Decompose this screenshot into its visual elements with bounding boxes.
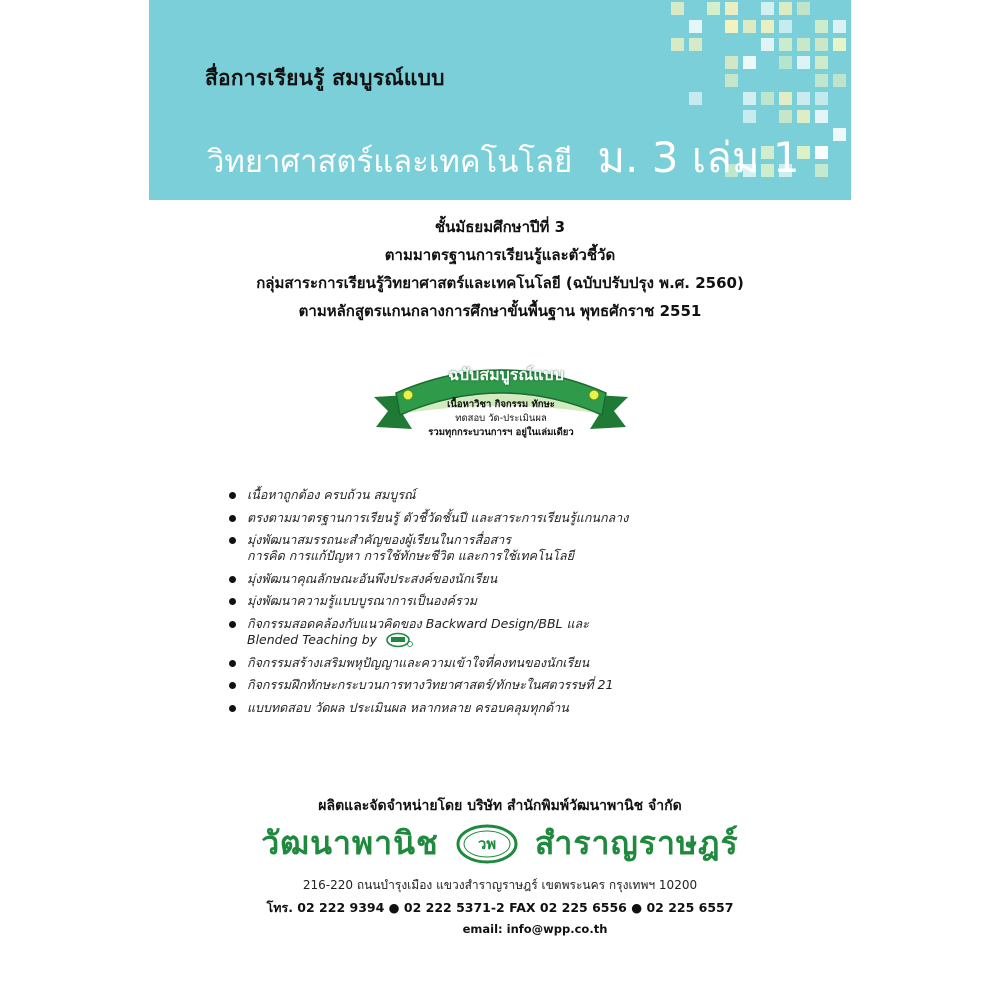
producer-line: ผลิตและจัดจำหน่ายโดย บริษัท สำนักพิมพ์วัฒนาพานิช จำกัด: [318, 798, 682, 814]
badge-title: ฉบับสมบูรณ์แบบ: [448, 365, 564, 384]
pixel-square: [743, 20, 756, 33]
badge-line-assessment: ทดสอบ วัด-ประเมินผล: [455, 413, 547, 424]
pixel-square: [779, 92, 792, 105]
pixel-square: [797, 92, 810, 105]
feature-list: [229, 487, 829, 722]
pixel-square: [743, 56, 756, 69]
feature-item: มุ่งพัฒนาคุณลักษณะอันพึงประสงค์ของนักเรียน: [229, 571, 829, 587]
pixel-square: [671, 2, 684, 15]
curriculum-line: ตามหลักสูตรแกนกลางการศึกษาขั้นพื้นฐาน พุทธศักราช 2551: [298, 302, 702, 320]
brand-name-left: วัฒนาพานิช: [261, 824, 439, 862]
complete-edition-badge: [366, 355, 636, 450]
pixel-square: [779, 56, 792, 69]
standards-line: ตามมาตรฐานการเรียนรู้และตัวชี้วัด: [384, 246, 616, 264]
pixel-square: [833, 20, 846, 33]
feature-item: มุ่งพัฒนาสมรรถนะสำคัญของผู้เรียนในการสื่อสาร การคิด การแก้ปัญหา การใช้ทักษะชีวิต และการใช้เทคโนโลยี: [229, 532, 829, 564]
pixel-square: [797, 2, 810, 15]
pixel-square: [689, 20, 702, 33]
pixel-square: [833, 38, 846, 51]
feature-item: กิจกรรมสอดคล้องกับแนวคิดของ Backward Design/BBL และ Blended Teaching by: [229, 616, 829, 649]
pixel-square: [743, 92, 756, 105]
pixel-square: [707, 2, 720, 15]
subject-group-line: กลุ่มสาระการเรียนรู้วิทยาศาสตร์และเทคโนโลยี (ฉบับปรับปรุง พ.ศ. 2560): [256, 274, 744, 292]
pixel-square: [761, 38, 774, 51]
pixel-square: [815, 146, 828, 159]
pixel-square: [797, 110, 810, 123]
publisher-brand: [149, 818, 851, 868]
bullet-icon: [229, 660, 236, 667]
publisher-phones: โทร. 02 222 9394 ● 02 222 5371-2 FAX 02 225 6556 ● 02 225 6557: [266, 900, 734, 915]
pixel-square: [815, 164, 828, 177]
pixel-square: [797, 56, 810, 69]
bullet-icon: [229, 705, 236, 712]
pixel-square: [797, 38, 810, 51]
book-title: [207, 125, 800, 191]
publisher-email: email: info@wpp.co.th: [462, 922, 608, 936]
publisher-address: 216-220 ถนนบำรุงเมือง แขวงสำราญราษฎร์ เขตพระนคร กรุงเทพฯ 10200: [302, 878, 698, 892]
pixel-square: [815, 110, 828, 123]
pixel-square: [779, 110, 792, 123]
pixel-square: [815, 74, 828, 87]
wpp-small-logo-icon: [385, 632, 413, 648]
svg-text:วพ: วพ: [477, 834, 496, 853]
pixel-square: [725, 20, 738, 33]
pixel-square: [725, 56, 738, 69]
pixel-square: [761, 2, 774, 15]
grade-volume: ม. 3 เล่ม 1: [597, 133, 800, 182]
pixel-square: [689, 92, 702, 105]
pixel-square: [779, 38, 792, 51]
pixel-square: [833, 74, 846, 87]
bullet-icon: [229, 537, 236, 544]
bullet-icon: [229, 598, 236, 605]
brand-name-right: สำราญราษฎร์: [534, 824, 739, 862]
feature-item: ตรงตามมาตรฐานการเรียนรู้ ตัวชี้วัดชั้นปี และสาระการเรียนรู้แกนกลาง: [229, 510, 829, 526]
pixel-square: [725, 2, 738, 15]
grade-level-line: ชั้นมัธยมศึกษาปีที่ 3: [434, 218, 566, 236]
pixel-square: [743, 110, 756, 123]
subject-title: วิทยาศาสตร์และเทคโนโลยี: [207, 144, 573, 180]
pixel-square: [815, 38, 828, 51]
feature-item: กิจกรรมฝึกทักษะกระบวนการทางวิทยาศาสตร์/ทักษะในศตวรรษที่ 21: [229, 677, 829, 693]
badge-line-all-in-one: รวมทุกกระบวนการฯ อยู่ในเล่มเดียว: [428, 427, 574, 438]
book-cover: [149, 0, 851, 1000]
wpp-logo-icon: [456, 824, 518, 864]
bullet-icon: [229, 515, 236, 522]
series-label: สื่อการเรียนรู้ สมบูรณ์แบบ: [205, 66, 445, 90]
feature-item: แบบทดสอบ วัดผล ประเมินผล หลากหลาย ครอบคลุมทุกด้าน: [229, 700, 829, 716]
pixel-square: [815, 20, 828, 33]
pixel-square: [761, 92, 774, 105]
feature-item: กิจกรรมสร้างเสริมพหุปัญญาและความเข้าใจที่คงทนของนักเรียน: [229, 655, 829, 671]
pixel-square: [815, 56, 828, 69]
feature-item: เนื้อหาถูกต้อง ครบถ้วน สมบูรณ์: [229, 487, 829, 503]
pixel-square: [779, 2, 792, 15]
pixel-square: [833, 128, 846, 141]
pixel-square: [689, 38, 702, 51]
pixel-square: [779, 20, 792, 33]
feature-item: มุ่งพัฒนาความรู้แบบบูรณาการเป็นองค์รวม: [229, 593, 829, 609]
pixel-square: [671, 38, 684, 51]
pixel-square: [725, 74, 738, 87]
bullet-icon: [229, 492, 236, 499]
bullet-icon: [229, 682, 236, 689]
pixel-square: [815, 92, 828, 105]
header-band: [149, 0, 851, 200]
badge-line-content: เนื้อหาวิชา กิจกรรม ทักษะ: [447, 399, 555, 410]
pixel-square: [761, 20, 774, 33]
bullet-icon: [229, 621, 236, 628]
bullet-icon: [229, 576, 236, 583]
